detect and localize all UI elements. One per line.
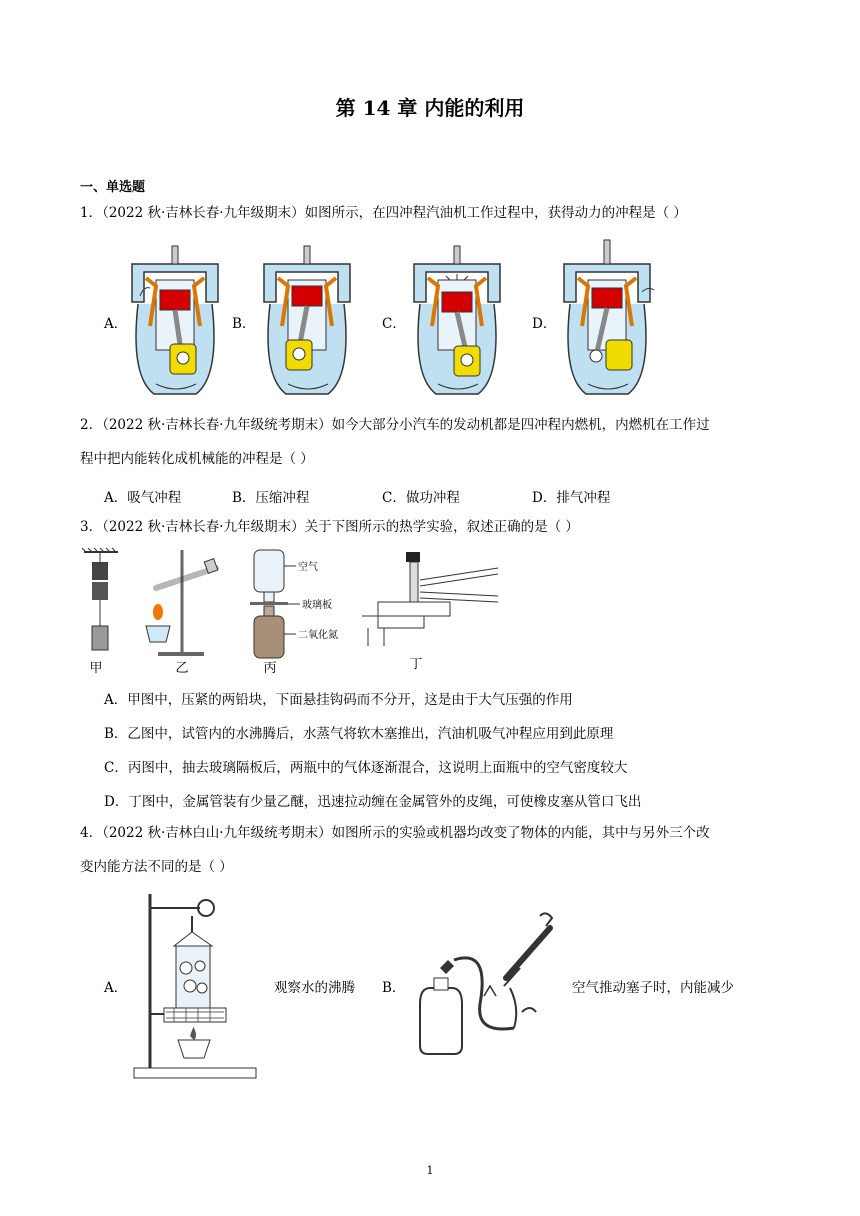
metal-tube-figure [362, 552, 498, 646]
q3-option-a: A．甲图中，压紧的两铅块，下面悬挂钩码而不分开，这是由于大气压强的作用 [104, 692, 573, 708]
fig-label-ding: 丁 [409, 657, 423, 672]
engine-diagram-d [552, 232, 662, 406]
q4-label-b: B． [382, 980, 406, 996]
question-1-text: 1．（2022 秋·吉林长春·九年级期末）如图所示，在四冲程汽油机工作过程中，获得动力的冲程是（ ） [80, 205, 687, 221]
question-3-text: 3．（2022 秋·吉林长春·九年级期末）关于下图所示的热学实验，叙述正确的是（ ） [80, 519, 579, 535]
q2-option-c: C．做功冲程 [382, 490, 460, 506]
thermal-experiments-figure [78, 546, 518, 678]
gas-bottles-figure [250, 550, 338, 658]
fig-label-jia: 甲 [89, 661, 103, 676]
q3-option-d: D．丁图中，金属管装有少量乙醚，迅速拉动缠在金属管外的皮绳，可使橡皮塞从管口飞出 [104, 794, 642, 810]
q3-option-c: C．丙图中，抽去玻璃隔板后，两瓶中的气体逐渐混合，这说明上面瓶中的空气密度较大 [104, 760, 628, 776]
engine-diagram-a [120, 236, 230, 406]
q4-caption-a: 观察水的沸腾 [274, 980, 355, 996]
q1-label-d: D． [532, 316, 557, 332]
q2-option-b: B．压缩冲程 [232, 490, 310, 506]
question-4-line-1: 4．（2022 秋·吉林白山·九年级统考期末）如图所示的实验或机器均改变了物体的内能，其中与另外三个改 [80, 825, 710, 841]
q2-option-a: A．吸气冲程 [104, 490, 182, 506]
q1-label-c: C． [382, 316, 406, 332]
fig-label-bing: 丙 [263, 661, 277, 676]
fig-label-yi: 乙 [175, 661, 189, 676]
air-pump-figure [410, 908, 560, 1058]
page-title: 第 14 章 内能的利用 [335, 96, 525, 120]
bottle-label-air: 空气 [298, 562, 318, 573]
q3-option-b: B．乙图中，试管内的水沸腾后，水蒸气将软木塞推出，汽油机吸气冲程应用到此原理 [104, 726, 614, 742]
q1-label-a: A． [104, 316, 128, 332]
page-number: 1 [426, 1164, 434, 1177]
q4-caption-b: 空气推动塞子时，内能减少 [572, 980, 734, 996]
q2-option-d: D．排气冲程 [532, 490, 611, 506]
lead-blocks-figure [82, 548, 118, 650]
q4-label-a: A． [104, 980, 128, 996]
bottle-label-glass: 玻璃板 [302, 600, 332, 611]
question-2-line-1: 2．（2022 秋·吉林长春·九年级统考期末）如今大部分小汽车的发动机都是四冲程内燃机，内燃机在工作过 [80, 417, 710, 433]
engine-diagram-c [402, 236, 512, 406]
section-heading: 一、单选题 [80, 180, 146, 195]
q1-label-b: B． [232, 316, 256, 332]
boiling-water-figure [130, 888, 260, 1082]
test-tube-figure [146, 550, 218, 656]
question-2-line-2: 程中把内能转化成机械能的冲程是（ ） [80, 451, 314, 467]
question-4-line-2: 变内能方法不同的是（ ） [80, 859, 233, 875]
engine-diagram-b [252, 236, 362, 406]
bottle-label-no2: 二氧化氮 [298, 630, 338, 641]
